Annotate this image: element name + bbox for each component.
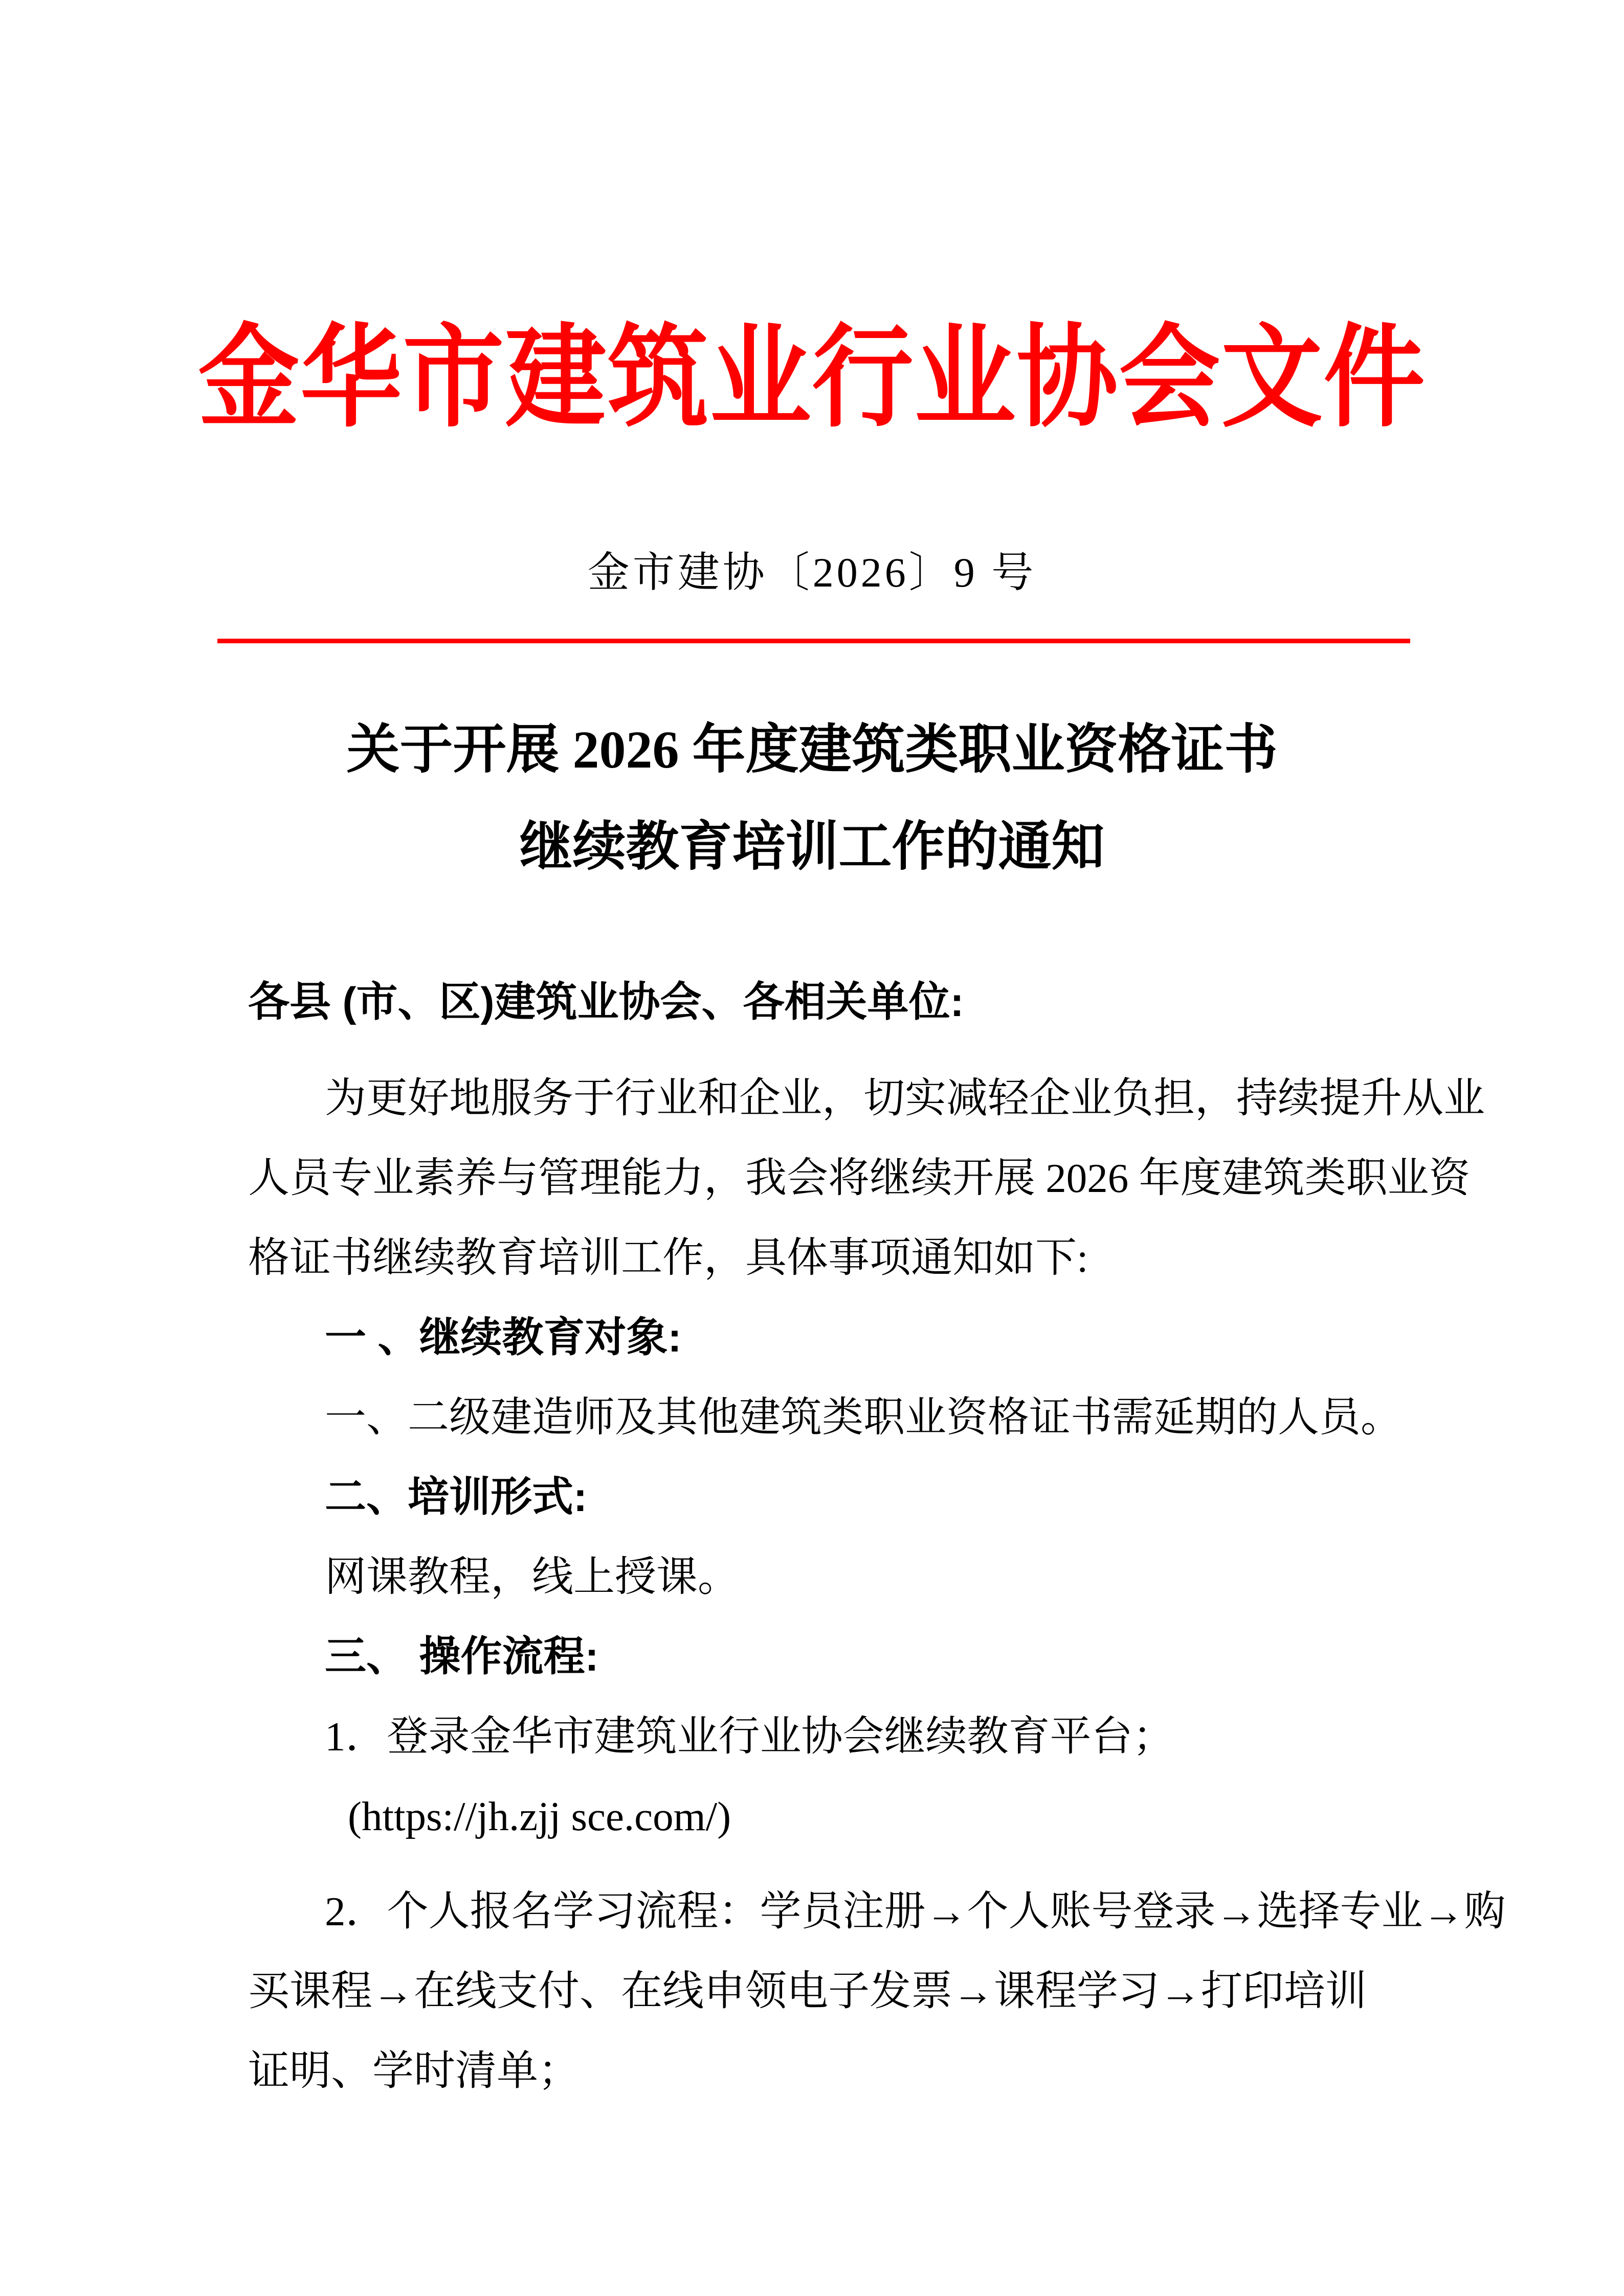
salutation-line: 各县 (市、区)建筑业协会、各相关单位: [248, 979, 964, 1025]
section-3-step-2-line-2: 买课程→在线支付、在线申领电子发票→课程学习→打印培训 [248, 1968, 1367, 2014]
paragraph-1-line-1: 为更好地服务于行业和企业，切实减轻企业负担，持续提升从业 [325, 1075, 1485, 1121]
document-body [248, 962, 1506, 2111]
document-reference-number: 金市建协〔2026〕9 号 [587, 549, 1037, 596]
section-1-item: 一、二级建造师及其他建筑类职业资格证书需延期的人员。 [325, 1394, 1403, 1440]
document-title [0, 702, 1624, 896]
section-2-heading: 二、培训形式: [325, 1474, 587, 1520]
section-3-step-2-line-3: 证明、学时清单； [248, 2048, 580, 2094]
paragraph-1-line-2: 人员专业素养与管理能力，我会将继续开展 2026 年度建筑类职业资 [248, 1155, 1471, 1201]
section-1-heading: 一 、继续教育对象: [325, 1315, 682, 1361]
document-title-line-2: 继续教育培训工作的通知 [519, 818, 1105, 876]
document-title-line-1: 关于开展 2026 年度建筑类职业资格证书 [346, 721, 1278, 779]
section-3-heading: 三、 操作流程: [325, 1634, 599, 1680]
letterhead-divider-rule [217, 639, 1410, 643]
section-3-step-1: 1．登录金华市建筑业行业协会继续教育平台； [325, 1714, 1174, 1760]
letterhead-org-title: 金华市建筑业行业协会文件 [198, 317, 1426, 440]
paragraph-1-line-3: 格证书继续教育培训工作，具体事项通知如下: [248, 1235, 1088, 1281]
section-3-step-1-url: (https://jh.zjj sce.com/) [348, 1793, 731, 1839]
section-3-step-2-line-1: 2．个人报名学习流程：学员注册→个人账号登录→选择专业→购 [325, 1888, 1506, 1934]
section-2-item: 网课教程，线上授课。 [325, 1554, 740, 1600]
